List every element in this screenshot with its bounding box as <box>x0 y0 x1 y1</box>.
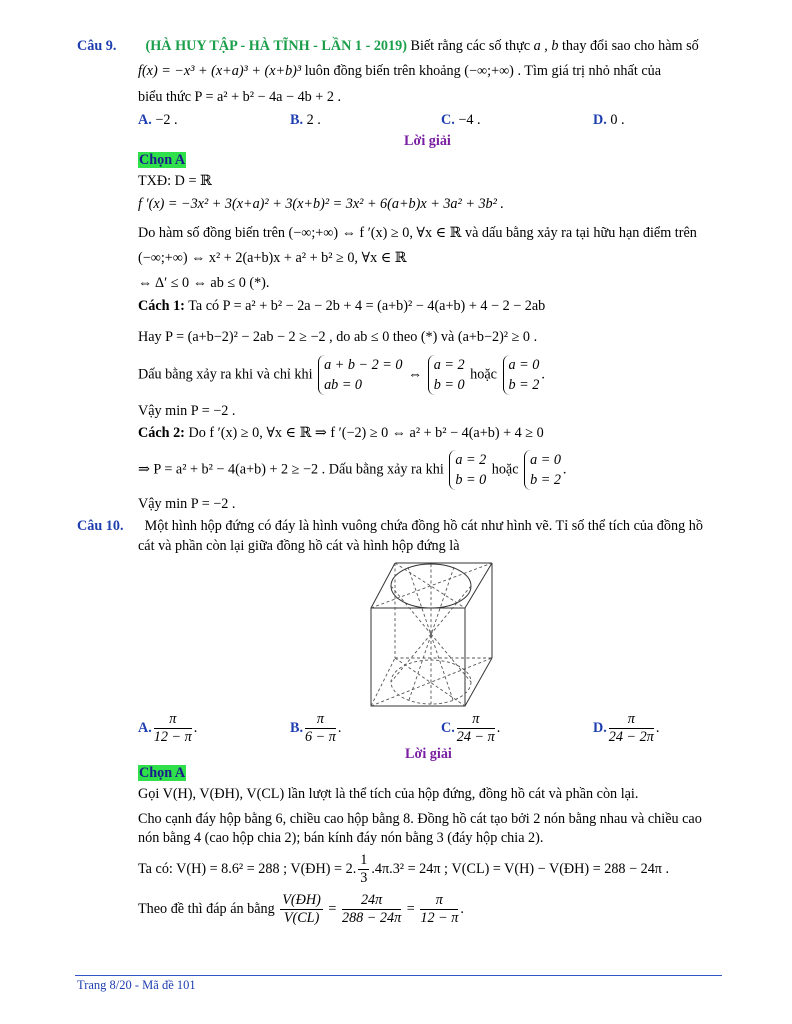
sys-row: b = 2 <box>530 472 561 488</box>
system-1b <box>428 355 465 395</box>
option-letter: D. <box>593 719 607 736</box>
q9-line-do1: Do hàm số đồng biến trên (−∞;+∞) ⇔ f ′(x) ≥ 0, ∀x ∈ ℝ và dấu bằng xảy ra tại hữu hạn điểm trên <box>138 225 697 241</box>
system-2a <box>449 450 486 490</box>
q9-stem2: thay đổi sao cho hàm số <box>558 38 699 54</box>
frac-num: π <box>609 711 654 729</box>
option-tail: . <box>337 719 342 736</box>
frac-num: π <box>457 711 495 729</box>
q10-loi-giai: Lời giải <box>405 746 452 762</box>
footer-divider <box>75 975 722 976</box>
frac-den: 288 − 24π <box>341 910 402 926</box>
option-tail: . <box>655 719 660 736</box>
q9-line2 <box>138 63 661 80</box>
option-tail: . <box>496 719 501 736</box>
q9-vay2: Vậy min P = −2 . <box>138 496 236 512</box>
q9-loi-giai: Lời giải <box>404 133 451 149</box>
dau-bang-text: Dấu bằng xảy ra khi và chỉ khi <box>138 366 317 383</box>
q10-chon-badge: Chọn A <box>139 765 186 781</box>
option-fraction <box>457 711 495 746</box>
page-footer: Trang 8/20 - Mã đề 101 <box>77 978 196 992</box>
option-letter: A. <box>138 719 152 736</box>
q9-cach1 <box>138 298 545 315</box>
frac-den: 24 − π <box>456 729 495 745</box>
frac-den: V(CL) <box>283 910 320 926</box>
q9-txd: TXĐ: D = ℝ <box>138 173 212 189</box>
option-value: 0 . <box>610 112 625 128</box>
frac-den: 3 <box>360 870 368 886</box>
option-tail: . <box>193 719 198 736</box>
period: . <box>541 366 545 383</box>
frac-den: 12 − π <box>420 910 459 926</box>
frac-num: 1 <box>360 852 368 868</box>
cach2-line2-text: ⇒ P = a² + b² − 4(a+b) + 2 ≥ −2 . Dấu bằng xảy ra khi <box>138 461 448 478</box>
q10-header-line <box>77 518 703 535</box>
cach1-label: Cách 1: <box>138 298 185 314</box>
separator: , <box>540 38 552 54</box>
q9-option-c[interactable] <box>441 112 481 129</box>
taco-post: .4π.3² = 24π ; V(CL) = V(H) − V(ĐH) = 288 − 24π . <box>371 860 670 877</box>
q9-cach2-line2 <box>138 450 566 490</box>
sys-row: a = 0 <box>530 452 561 468</box>
option-letter: B. <box>290 112 304 128</box>
period: . <box>562 461 567 478</box>
q10-label: Câu 10. <box>77 518 124 534</box>
equals: = <box>403 900 419 917</box>
option-letter: C. <box>441 112 455 128</box>
option-letter: D. <box>593 112 607 128</box>
var-b: b <box>551 38 559 54</box>
sys-row: a = 2 <box>433 357 465 373</box>
frac-den: 12 − π <box>153 729 192 745</box>
sys-row: ab = 0 <box>324 377 363 393</box>
var-a: a <box>533 38 541 54</box>
frac-num: π <box>154 711 192 729</box>
frac-den: 6 − π <box>305 729 336 745</box>
q9-line-do2: (−∞;+∞) ⇔ x² + 2(a+b)x + a² + b² ≥ 0, ∀x ∈ ℝ <box>138 250 407 266</box>
q10-cho1: Cho cạnh đáy hộp bằng 6, chiều cao hộp bằng 8. Đồng hồ cát tạo bởi 2 nón bằng nhau và chiều cao <box>138 811 702 827</box>
sys-row: a + b − 2 = 0 <box>324 357 403 373</box>
cach1-text: Ta có P = a² + b² − 2a − 2b + 4 = (a+b)² − 4(a+b) + 4 − 2 − 2ab <box>184 298 546 314</box>
q10-option-b[interactable] <box>290 711 341 746</box>
frac-den: 24 − 2π <box>608 729 654 745</box>
frac-num: π <box>305 711 336 729</box>
q10-goi: Gọi V(H), V(ĐH), V(CL) lần lượt là thể tích của hộp đứng, đồng hồ cát và phần còn lại. <box>138 786 639 802</box>
frac-num: 24π <box>342 892 401 910</box>
q10-option-d[interactable] <box>593 711 659 746</box>
option-value: 2 . <box>306 112 321 128</box>
sys-row: b = 2 <box>508 377 540 393</box>
q9-function: f(x) = −x³ + (x+a)³ + (x+b)³ <box>138 63 302 79</box>
equals: = <box>324 900 340 917</box>
one-third-fraction <box>358 852 369 887</box>
hourglass-box-figure <box>368 560 496 710</box>
option-letter: A. <box>138 112 152 128</box>
q10-stem1: Một hình hộp đứng có đáy là hình vuông chứa đồng hồ cát như hình vẽ. Tỉ số thể tích của đồng hồ <box>144 518 703 534</box>
option-value: −4 . <box>458 112 481 128</box>
option-letter: C. <box>441 719 455 736</box>
option-fraction <box>154 711 192 746</box>
q10-option-a[interactable] <box>138 711 197 746</box>
q9-chon-badge: Chọn A <box>139 152 186 168</box>
q9-vay1: Vậy min P = −2 . <box>138 403 236 419</box>
q9-cach2 <box>138 425 544 442</box>
q9-derivative: f ′(x) = −3x² + 3(x+a)² + 3(x+b)² = 3x² + 6(a+b)x + 3a² + 3b² . <box>138 196 504 212</box>
q9-option-b[interactable] <box>290 112 321 129</box>
cach2-label: Cách 2: <box>138 425 185 441</box>
hoac-text: hoặc <box>466 366 501 383</box>
sys-row: b = 0 <box>433 377 465 393</box>
hoac-text: hoặc <box>488 461 523 478</box>
q9-hay: Hay P = (a+b−2)² − 2ab − 2 ≥ −2 , do ab ≤ 0 theo (*) và (a+b−2)² ≥ 0 . <box>138 329 538 345</box>
system-1a <box>318 355 402 395</box>
theo-pre: Theo đề thì đáp án bằng <box>138 900 279 917</box>
taco-pre: Ta có: V(H) = 8.6² = 288 ; V(ĐH) = 2. <box>138 860 357 877</box>
q10-theo-de <box>138 892 464 927</box>
cach2-text: Do f ′(x) ≥ 0, ∀x ∈ ℝ ⇒ f ′(−2) ≥ 0 ⇔ a² + b² − 4(a+b) + 4 ≥ 0 <box>184 425 544 441</box>
period: . <box>460 900 464 917</box>
q10-cho2: nón bằng 4 (cao hộp chia 2); bán kính đáy nón bằng 3 (đáy hộp chia 2). <box>138 830 544 846</box>
sys-row: b = 0 <box>455 472 487 488</box>
answer-fraction <box>420 892 458 927</box>
q10-ta-co <box>138 852 669 887</box>
system-2b <box>524 450 561 490</box>
iff-symbol: ⇔ <box>404 366 426 383</box>
sys-row: a = 2 <box>455 452 487 468</box>
q9-label: Câu 9. <box>77 38 117 54</box>
q9-stem3: luôn đồng biến trên khoảng (−∞;+∞) . Tìm giá trị nhỏ nhất của <box>301 63 662 79</box>
value-fraction <box>342 892 401 927</box>
ratio-fraction <box>280 892 323 927</box>
frac-num: V(ĐH) <box>282 892 321 908</box>
option-letter: B. <box>290 719 304 736</box>
option-fraction <box>305 711 336 746</box>
q9-delta: ⇔ Δ′ ≤ 0 ⇔ ab ≤ 0 (*). <box>138 275 270 291</box>
option-value: −2 . <box>155 112 178 128</box>
q10-stem2: cát và phần còn lại giữa đồng hồ cát và hình hộp đứng là <box>138 538 460 554</box>
frac-num: π <box>420 892 458 910</box>
system-1c <box>503 355 540 395</box>
q9-header-line <box>77 38 699 55</box>
q9-option-a[interactable] <box>138 112 178 129</box>
q9-stem1: Biết rằng các số thực <box>406 38 534 54</box>
option-fraction <box>609 711 654 746</box>
q9-option-d[interactable] <box>593 112 625 129</box>
q9-stem4: biểu thức P = a² + b² − 4a − 4b + 2 . <box>138 89 342 105</box>
q9-dau-bang <box>138 355 545 395</box>
sys-row: a = 0 <box>508 357 540 373</box>
q10-option-c[interactable] <box>441 711 500 746</box>
q9-source: (HÀ HUY TẬP - HÀ TĨNH - LẦN 1 - 2019) <box>145 38 407 54</box>
